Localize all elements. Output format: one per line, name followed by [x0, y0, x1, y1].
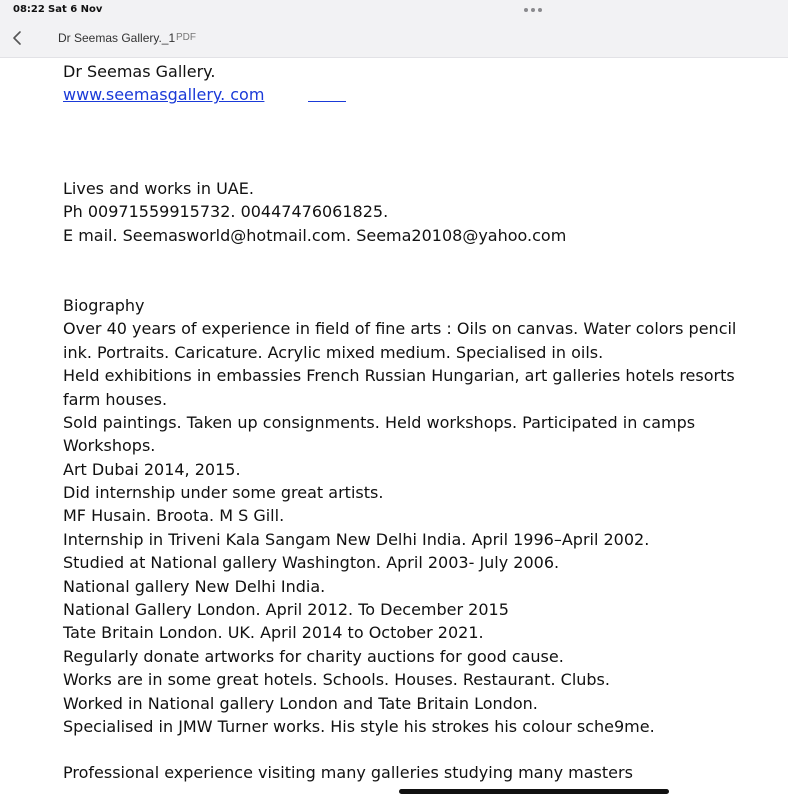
biography-line: Art Dubai 2014, 2015.: [63, 459, 241, 479]
contact-line: Ph 00971559915732. 00447476061825.: [63, 202, 389, 222]
biography-line: Studied at National gallery Washington. April 2003- July 2006.: [63, 553, 560, 573]
home-indicator[interactable]: [399, 789, 669, 794]
biography-line: Internship in Triveni Kala Sangam New Delhi India. April 1996–April 2002.: [63, 529, 650, 549]
biography-line: ink. Portraits. Caricature. Acrylic mixed medium. Specialised in oils.: [63, 342, 604, 362]
chevron-left-icon: [9, 28, 27, 48]
contact-line: E mail. Seemasworld@hotmail.com. Seema20108@yahoo.com: [63, 225, 567, 245]
biography-line: Biography: [63, 295, 145, 315]
website-line: [63, 83, 763, 106]
empty-link-underline[interactable]: [308, 85, 346, 102]
biography-line: Over 40 years of experience in field of fine arts : Oils on canvas. Water colors pencil: [63, 319, 737, 339]
biography-line: Works are in some great hotels. Schools. Houses. Restaurant. Clubs.: [63, 670, 610, 690]
biography-line: farm houses.: [63, 389, 168, 409]
biography-line: Tate Britain London. UK. April 2014 to October 2021.: [63, 623, 484, 643]
biography-line: National Gallery London. April 2012. To December 2015: [63, 600, 509, 620]
biography-line: Specialised in JMW Turner works. His style his strokes his colour sche9me.: [63, 716, 655, 736]
back-button[interactable]: [9, 28, 27, 48]
biography-block: [63, 294, 763, 738]
status-bar: [0, 0, 788, 20]
biography-line: Worked in National gallery London and Tate Britain London.: [63, 693, 538, 713]
biography-line: National gallery New Delhi India.: [63, 576, 326, 596]
status-time: 08:22: [13, 4, 45, 15]
website-link[interactable]: www.seemasgallery. com: [63, 85, 265, 105]
contact-line: Lives and works in UAE.: [63, 178, 254, 198]
biography-line: MF Husain. Broota. M S Gill.: [63, 506, 285, 526]
contact-block: [63, 177, 763, 247]
document-nav-bar: [0, 20, 788, 58]
status-date: Sat 6 Nov: [48, 4, 103, 15]
document-type-label: PDF: [176, 32, 196, 43]
document-title: Dr Seemas Gallery._1: [58, 31, 176, 45]
multitasking-dots-icon[interactable]: [524, 8, 542, 12]
gallery-name: Dr Seemas Gallery.: [63, 62, 216, 81]
pdf-page: [63, 60, 763, 785]
biography-line: Held exhibitions in embassies French Russian Hungarian, art galleries hotels resorts: [63, 366, 735, 386]
biography-line: Sold paintings. Taken up consignments. Held workshops. Participated in camps: [63, 412, 696, 432]
closing-line: Professional experience visiting many galleries studying many masters: [63, 763, 633, 783]
biography-line: Regularly donate artworks for charity auctions for good cause.: [63, 646, 564, 666]
biography-line: Did internship under some great artists.: [63, 483, 384, 503]
biography-line: Workshops.: [63, 436, 156, 456]
